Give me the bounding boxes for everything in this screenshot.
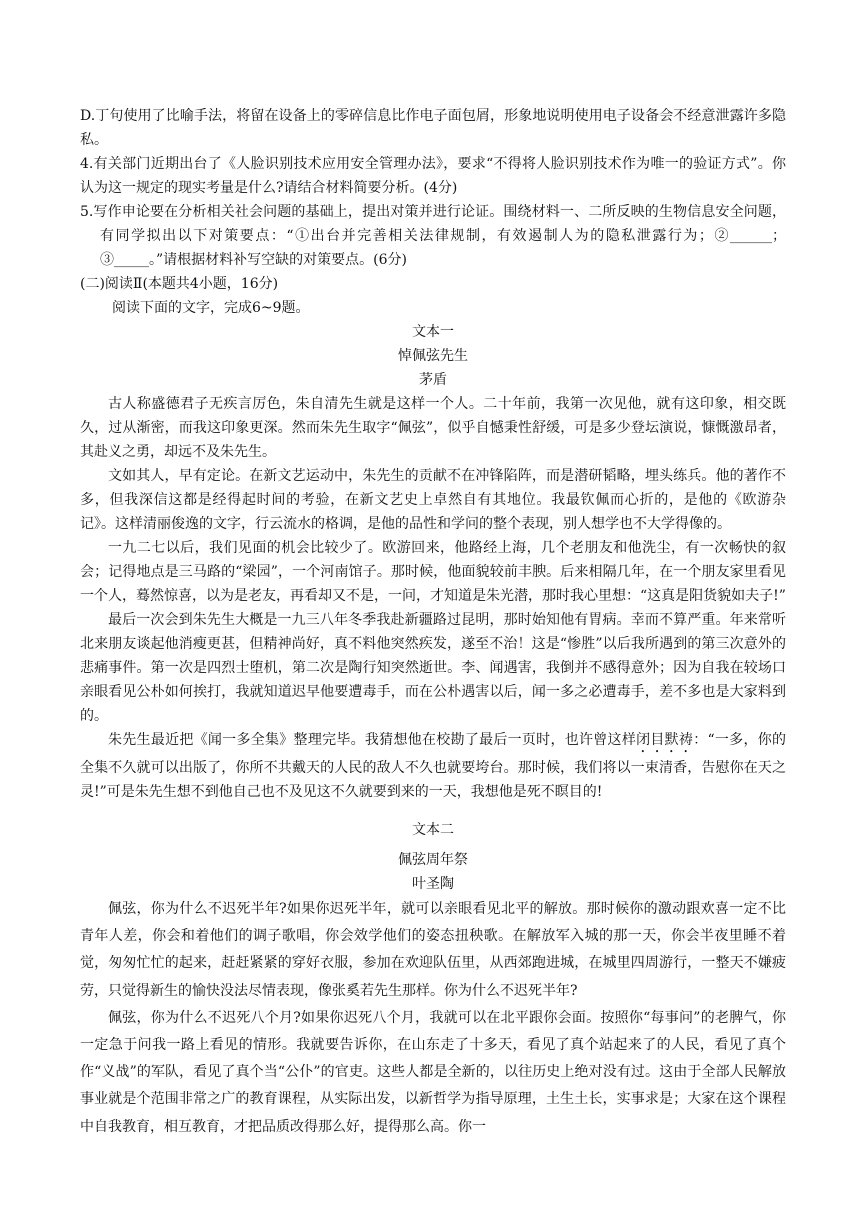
text1-author: 茅盾 xyxy=(419,372,447,388)
text2-paragraph-2: 佩弦，你为什么不迟死八个月?如果你迟死八个月，我就可以在北平跟你会面。按照你“每事问”的老脾气，你一定急于问我一路上看见的情形。我就要告诉你，在山东走了十多天，看见了真个站起来了的人民，看见了真个作“义战”的军队，看见了真个当“公仆”的官吏。这些人都是全新的，以往历史上绝对没有过。这由于全部人民解放事业就是个范围非常之广的教育课程，从实际出发，以新哲学为指导原理，土生土长，实事求是；大家在这个课程中自我教育，相互教育，才把品质改得那么好，提得那么高。你一 xyxy=(80,1009,786,1135)
text1-paragraph-2: 文如其人，早有定论。在新文艺运动中，朱先生的贡献不在冲锋陷阵，而是潜研韬略，埋头练兵。他的著作不多，但我深信这都是经得起时间的考验，在新文艺史上卓然自有其地位。我最钦佩而心折的，是他的《欧游杂记》。这样清丽俊逸的文字，行云流水的格调，是他的品性和学问的整个表现，别人想学也不大学得像的。 xyxy=(80,468,786,532)
exam-page xyxy=(80,104,786,1141)
reading-instruction: 阅读下面的文字，完成6~9题。 xyxy=(112,300,310,316)
text1-label: 文本一 xyxy=(412,324,454,340)
text1-p5-part-a: 朱先生最近把《闻一多全集》整理完毕。我猜想他在校勘了最后一页时，也许曾这样 xyxy=(108,732,637,748)
text1-paragraph-3: 一九二七以后，我们见面的机会比较少了。欧游回来，他路经上海，几个老朋友和他洗尘，有一次畅快的叙会；记得地点是三马路的“梁园”，一个河南馆子。那时候，他面貌较前丰腴。后来相隔几年，在一个朋友家里看见一个人，蓦然惊喜，以为是老友，再看却又不是，一问，才知道是朱光潜，那时我心里想：“这真是阳货貌如夫子!” xyxy=(80,540,786,604)
text1-paragraph-4: 最后一次会到朱先生大概是一九三八年冬季我赴新疆路过昆明，那时始知他有胃病。幸而不算严重。年来常听北来朋友谈起他消瘦更甚，但精神尚好，真不料他突然疾发，遂至不治！这是“惨胜”以后我所遇到的第三次意外的悲痛事件。第一次是四烈士堕机，第二次是陶行知突然逝世。李、闻遇害，我倒并不感得意外；因为自我在较场口亲眼看见公朴如何挨打，我就知道迟早他要遭毒手，而在公朴遇害以后，闻一多之必遭毒手，差不多也是大家料到的。 xyxy=(80,612,786,724)
text2-paragraph-1: 佩弦，你为什么不迟死半年?如果你迟死半年，就可以亲眼看见北平的解放。那时候你的激动跟欢喜一定不比青年人差，你会和着他们的调子歌唱，你会效学他们的姿态扭秧歌。在解放军入城的那一天，你会半夜里睡不着觉，匆匆忙忙的起来，赶赶紧紧的穿好衣服，参加在欢迎队伍里，从西郊跑进城，在城里四周游行，一整天不嫌疲劳，只觉得新生的愉快没法尽情表现，像张奚若先生那样。你为什么不迟死半年? xyxy=(80,901,786,999)
text1-p5-part-b: ：“一多，你的全集不久就可以出版了，你所不共戴天的人民的敌人不久也就要垮台。那时候，我们将以一束清香，告慰你在天之灵!”可是朱先生想不到他自己也不及见这不久就要到来的一天，我想他是死不瞑目的! xyxy=(80,732,786,800)
section-heading: (二)阅读Ⅱ(本题共4小题，16分) xyxy=(80,276,279,292)
question-5-part-b: ；③ xyxy=(100,228,786,268)
text1-paragraph-1: 古人称盛德君子无疾言厉色，朱自清先生就是这样一个人。二十年前，我第一次见他，就有这印象，相交既久，过从渐密，而我这印象更深。然而朱先生取字“佩弦”，似乎自憾秉性舒缓，可是多少登坛演说，慷慨激昂者，其赴义之勇，却远不及朱先生。 xyxy=(80,396,786,460)
question-5-part-a: 5.写作申论要在分析相关社会问题的基础上，提出对策并进行论证。围绕材料一、二所反映的生物信息安全问题，有同学拟出以下对策要点：“①出台并完善相关法律规制，有效遏制人为的隐私泄露行为；② xyxy=(80,204,786,244)
answer-blank-3: _____ xyxy=(114,252,149,268)
text2-label: 文本二 xyxy=(412,822,454,838)
text1-title: 悼佩弦先生 xyxy=(398,348,468,364)
text1-paragraph-5 xyxy=(80,728,786,804)
question-4: 4.有关部门近期出台了《人脸识别技术应用安全管理办法》，要求“不得将人脸识别技术作为唯一的验证方式”。你认为这一规定的现实考量是什么?请结合材料简要分析。(4分) xyxy=(80,156,786,196)
answer-blank-2: ______ xyxy=(730,228,772,244)
emphasized-phrase: 闭目默祷 xyxy=(636,732,694,748)
question-5-part-c: 。”请根据材料补写空缺的对策要点。(6分) xyxy=(149,252,407,268)
question-5 xyxy=(80,200,786,272)
text2-author: 叶圣陶 xyxy=(412,876,454,892)
text2-title: 佩弦周年祭 xyxy=(398,852,468,868)
option-d: D.丁句使用了比喻手法，将留在设备上的零碎信息比作电子面包屑，形象地说明使用电子设备会不经意泄露许多隐私。 xyxy=(80,108,786,148)
